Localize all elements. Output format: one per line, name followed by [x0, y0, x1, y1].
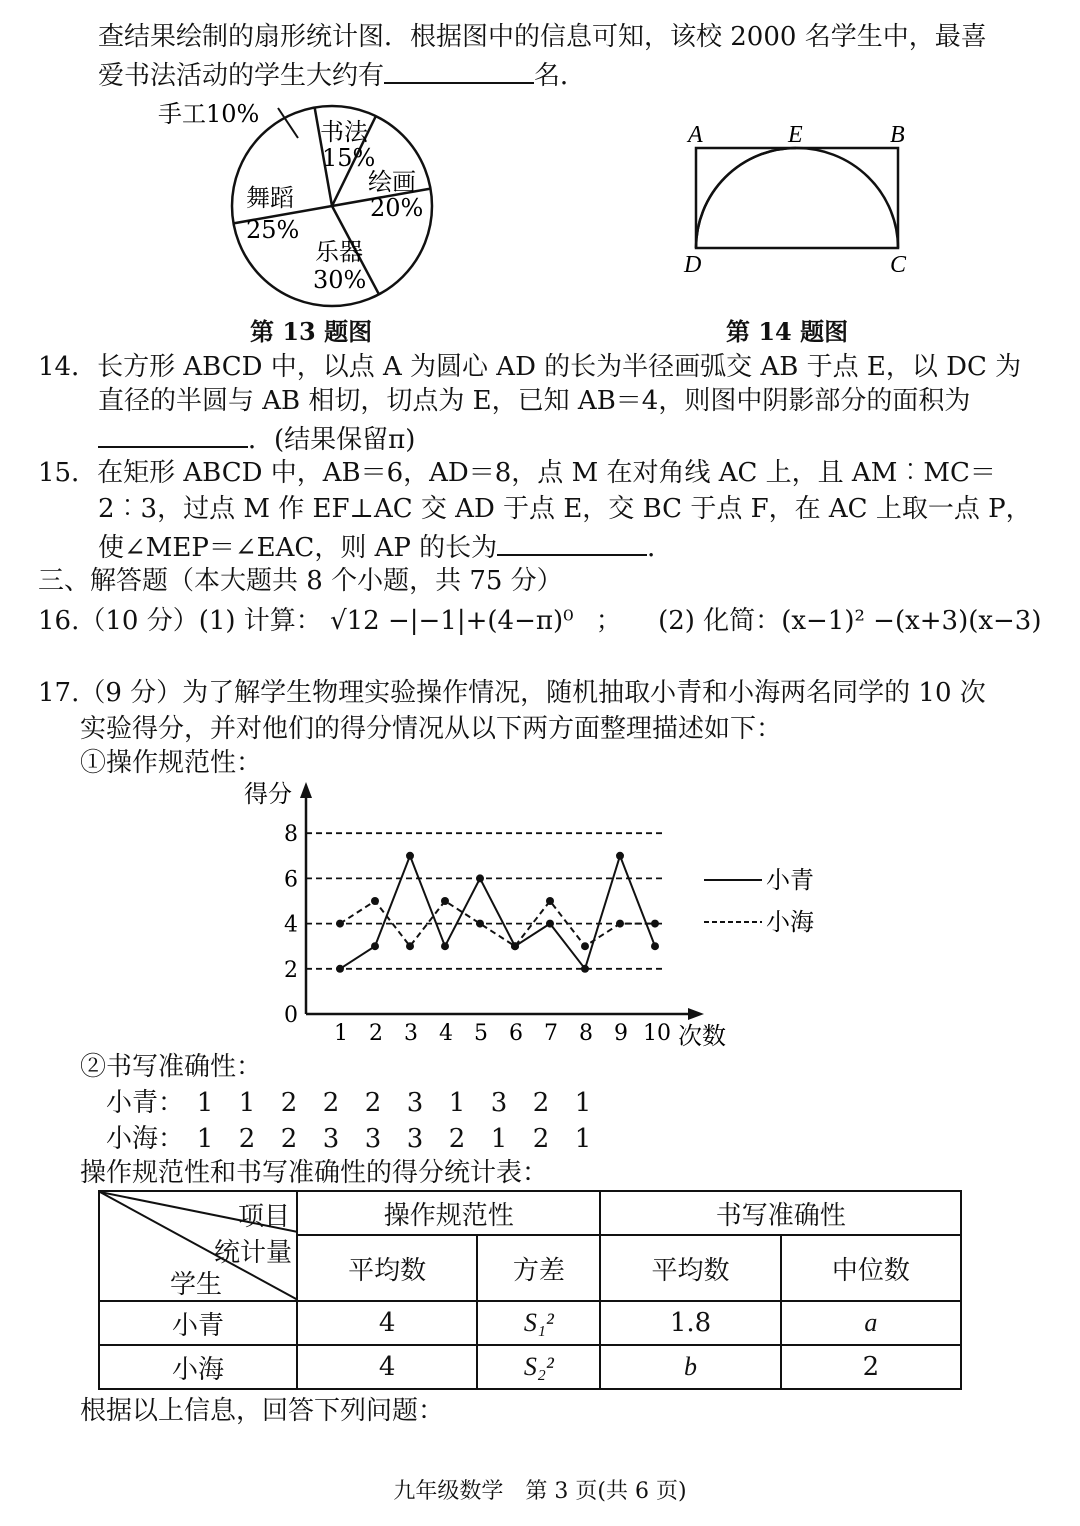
slice-pct-calligraphy: 15% [322, 144, 376, 172]
slice-pct-painting: 20% [370, 194, 424, 222]
answer-blank-14 [98, 420, 248, 448]
q16-expr2: (x−1)² −(x+3)(x−3) [781, 606, 1042, 636]
q14-line1: 14．长方形 ABCD 中，以点 A 为圆心 AD 的长为半径画弧交 AB 于点 E，以 DC 为 [38, 352, 1022, 382]
q16-line [38, 604, 1042, 638]
data-point-xiaohai [441, 897, 449, 905]
point-label-c: C [890, 252, 907, 278]
xiaoqing-score: 2 [280, 1088, 298, 1118]
header-item: 项目 [237, 1202, 290, 1232]
xiaoqing-score: 2 [322, 1088, 340, 1118]
row-mean1: 4 [297, 1345, 477, 1389]
xiaohai-score: 1 [574, 1124, 592, 1154]
data-point-xiaohai [546, 897, 554, 905]
series-line-xiaoqing [340, 856, 655, 969]
xiaohai-score: 3 [364, 1124, 382, 1154]
point-label-a: A [688, 122, 703, 148]
q16-part2: (2) 化简： [658, 606, 782, 636]
q16-sep: ； [595, 606, 622, 636]
x-tick-label: 7 [544, 1021, 558, 1046]
x-tick-label: 2 [369, 1021, 383, 1046]
x-tick-label: 5 [474, 1021, 488, 1046]
q17-part2: ②书写准确性： [80, 1052, 263, 1082]
data-point-xiaoqing [476, 874, 484, 882]
group-header-writing: 书写准确性 [600, 1191, 961, 1235]
data-point-xiaoqing [371, 942, 379, 950]
xiaoqing-score: 1 [238, 1088, 256, 1118]
row-name: 小青 [99, 1301, 297, 1345]
x-tick-label: 9 [614, 1021, 628, 1046]
q16-prefix: 16.（10 分）(1) 计算： [38, 606, 322, 636]
q14-line3 [98, 420, 415, 457]
xiaohai-score: 2 [238, 1124, 256, 1154]
slice-label-instrument: 乐器 [315, 238, 363, 266]
col-mean2: 平均数 [600, 1235, 780, 1301]
intro-line2 [98, 56, 586, 93]
xiaoqing-score: 3 [406, 1088, 424, 1118]
x-tick-label: 1 [334, 1021, 348, 1046]
data-point-xiaohai [616, 920, 624, 928]
q17-part1: ①操作规范性： [80, 748, 263, 778]
y-tick-label: 8 [284, 822, 298, 848]
xiaohai-score: 2 [532, 1124, 550, 1154]
xiaohai-score: 2 [280, 1124, 298, 1154]
xiaohai-score: 2 [448, 1124, 466, 1154]
xiaoqing-score: 1 [196, 1088, 214, 1118]
xiaoqing-score: 2 [364, 1088, 382, 1118]
table-title: 操作规范性和书写准确性的得分统计表： [80, 1158, 549, 1188]
row-mean2: b [600, 1345, 780, 1389]
point-label-e: E [788, 122, 803, 148]
slice-label-painting: 绘画 [368, 168, 416, 196]
xiaohai-score: 1 [196, 1124, 214, 1154]
data-point-xiaoqing [546, 920, 554, 928]
row-variance: S₁² [477, 1301, 600, 1345]
table-row [99, 1301, 961, 1345]
q15-line3-b: ． [647, 533, 674, 563]
x-tick-label: 8 [579, 1021, 593, 1046]
x-tick-label: 6 [509, 1021, 523, 1046]
point-label-b: B [890, 122, 905, 148]
q17-line2: 实验得分，并对他们的得分情况从以下两方面整理描述如下： [80, 714, 783, 744]
data-point-xiaoqing [616, 852, 624, 860]
row-median: 2 [781, 1345, 961, 1389]
row-name: 小海 [99, 1345, 297, 1389]
y-axis-arrow [300, 782, 312, 798]
section-heading: 三、解答题（本大题共 8 个小题，共 75 分） [38, 566, 563, 596]
table-row [99, 1345, 961, 1389]
q17-after: 根据以上信息，回答下列问题： [80, 1396, 445, 1426]
q15-line3 [98, 528, 673, 565]
xiaohai-score: 3 [406, 1124, 424, 1154]
intro-line2-b: 名． [534, 61, 587, 91]
data-point-xiaohai [476, 920, 484, 928]
slice-label-dance: 舞蹈 [246, 184, 294, 212]
legend-label-xiaoqing: 小青 [766, 866, 814, 894]
q14-line2: 直径的半圆与 AB 相切，切点为 E，已知 AB＝4，则图中阴影部分的面积为 [98, 386, 971, 416]
xiaoqing-score: 1 [448, 1088, 466, 1118]
col-mean1: 平均数 [297, 1235, 477, 1301]
slice-pct-dance: 25% [246, 216, 300, 244]
col-variance: 方差 [477, 1235, 600, 1301]
xiaohai-scores [106, 1122, 604, 1156]
x-tick-label: 4 [439, 1021, 453, 1046]
data-point-xiaoqing [441, 942, 449, 950]
legend-label-xiaohai: 小海 [766, 908, 814, 936]
y-tick-label: 0 [284, 1003, 298, 1028]
fig13-caption: 第 13 题图 [250, 317, 373, 346]
slice-pct-instrument: 30% [313, 266, 367, 294]
data-point-xiaohai [581, 942, 589, 950]
data-point-xiaoqing [336, 965, 344, 973]
data-point-xiaohai [511, 942, 519, 950]
answer-blank-15 [497, 528, 647, 556]
q15-line1: 15．在矩形 ABCD 中，AB＝6，AD＝8，点 M 在对角线 AC 上，且 AM︰MC＝ [38, 458, 996, 488]
row-mean2: 1.8 [600, 1301, 780, 1345]
y-tick-label: 2 [284, 957, 298, 983]
q14-line3-text: ．(结果保留π) [248, 425, 416, 455]
xiaoqing-label: 小青： [106, 1088, 185, 1118]
xiaohai-label: 小海： [106, 1124, 185, 1154]
data-point-xiaohai [336, 920, 344, 928]
x-axis-arrow [688, 1008, 704, 1020]
data-point-xiaoqing [406, 852, 414, 860]
q15-line2: 2︰3，过点 M 作 EF⊥AC 交 AD 于点 E，交 BC 于点 F，在 AC 上取一点 P， [98, 494, 1032, 524]
y-tick-label: 4 [284, 912, 298, 938]
intro-line2-a: 爱书法活动的学生大约有 [98, 61, 385, 91]
intro-line1: 查结果绘制的扇形统计图．根据图中的信息可知，该校 2000 名学生中，最喜 [98, 22, 987, 52]
data-point-xiaoqing [651, 942, 659, 950]
xiaoqing-score: 1 [574, 1088, 592, 1118]
pie-chart-13 [150, 90, 470, 320]
q17-line1: 17.（9 分）为了解学生物理实验操作情况，随机抽取小青和小海两名同学的 10 次 [38, 678, 986, 708]
data-point-xiaohai [406, 942, 414, 950]
q15-line3-a: 使∠MEP＝∠EAC，则 AP 的长为 [98, 533, 498, 563]
x-axis-label: 次数 [678, 1022, 726, 1050]
xiaoqing-scores [106, 1086, 604, 1120]
x-tick-label: 3 [404, 1021, 418, 1046]
col-median: 中位数 [781, 1235, 961, 1301]
xiaohai-score: 1 [490, 1124, 508, 1154]
answer-blank-13 [384, 56, 534, 84]
slice-label-calligraphy: 书法 [320, 118, 368, 146]
row-median: a [781, 1301, 961, 1345]
row-variance: S₂² [477, 1345, 600, 1389]
line-chart [230, 772, 840, 1062]
point-label-d: D [684, 252, 702, 278]
stats-table [98, 1190, 962, 1390]
header-stat: 统计量 [213, 1238, 292, 1268]
q16-expr1: √12 −|−1|+(4−π)⁰ [330, 606, 574, 636]
data-point-xiaohai [371, 897, 379, 905]
xiaoqing-score: 2 [532, 1088, 550, 1118]
xiaohai-score: 3 [322, 1124, 340, 1154]
data-point-xiaohai [651, 920, 659, 928]
geometry-figure-14 [680, 118, 920, 283]
x-tick-label: 10 [643, 1021, 671, 1046]
header-student: 学生 [170, 1270, 223, 1300]
page-footer: 九年级数学 第 3 页(共 6 页) [393, 1479, 687, 1504]
y-axis-label: 得分 [244, 780, 292, 808]
row-mean1: 4 [297, 1301, 477, 1345]
slice-label-handcraft: 手工10% [158, 100, 260, 128]
fig14-caption: 第 14 题图 [726, 317, 849, 346]
group-header-operation: 操作规范性 [297, 1191, 600, 1235]
table-corner-cell [99, 1191, 297, 1301]
xiaoqing-score: 3 [490, 1088, 508, 1118]
data-point-xiaoqing [581, 965, 589, 973]
y-tick-label: 6 [284, 867, 298, 893]
